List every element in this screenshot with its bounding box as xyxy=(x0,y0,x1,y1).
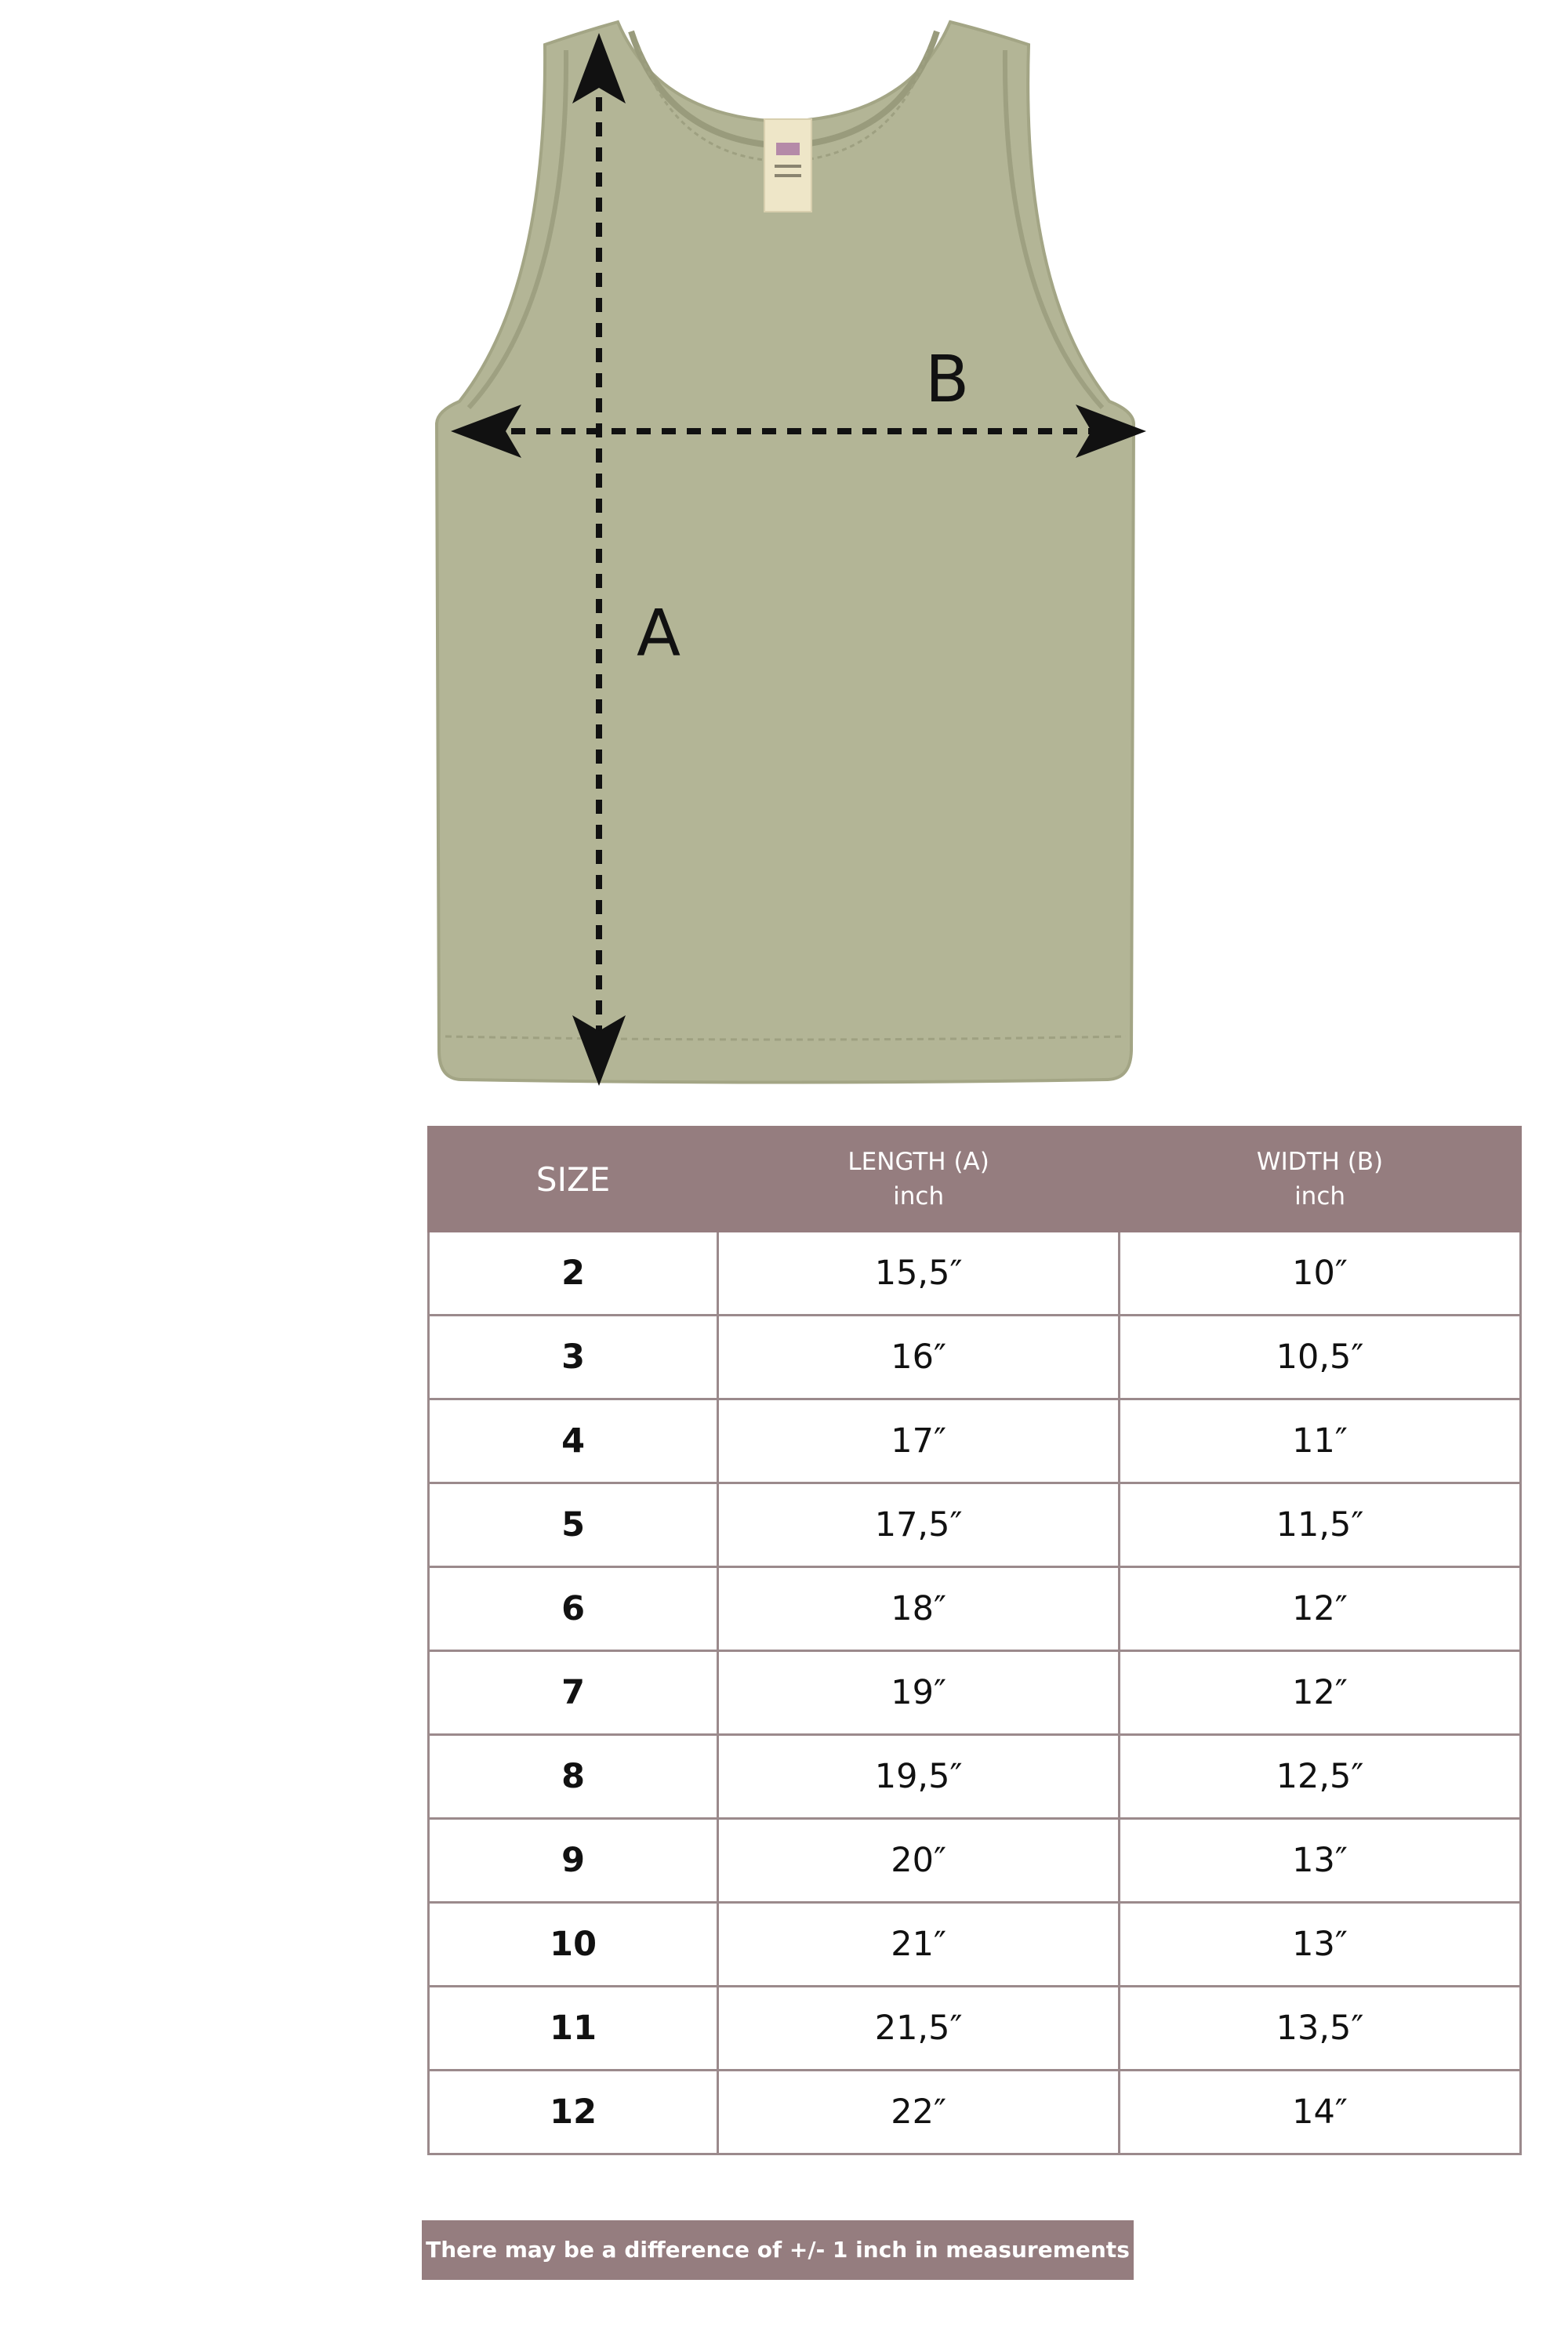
size-cell: 3 xyxy=(429,1316,718,1399)
size-chart-table xyxy=(427,1126,1522,2155)
header-width-title: WIDTH (B) xyxy=(1256,1148,1384,1176)
table-row xyxy=(429,2071,1521,2154)
header-length-unit: inch xyxy=(893,1182,945,1210)
width-cell: 13,5″ xyxy=(1120,1987,1521,2071)
width-cell: 13″ xyxy=(1120,1819,1521,1903)
table-row xyxy=(429,1903,1521,1987)
header-width-unit: inch xyxy=(1294,1182,1346,1210)
length-cell: 22″ xyxy=(718,2071,1120,2154)
length-cell: 16″ xyxy=(718,1316,1120,1399)
label-b: B xyxy=(925,343,970,417)
size-cell: 5 xyxy=(429,1483,718,1567)
table-row xyxy=(429,1819,1521,1903)
width-cell: 12,5″ xyxy=(1120,1735,1521,1819)
table-row xyxy=(429,1651,1521,1735)
table-row xyxy=(429,1483,1521,1567)
table-row xyxy=(429,1987,1521,2071)
size-cell: 9 xyxy=(429,1819,718,1903)
table-header-row xyxy=(429,1127,1521,1232)
brand-tag-logo xyxy=(776,143,800,155)
width-cell: 12″ xyxy=(1120,1651,1521,1735)
size-cell: 11 xyxy=(429,1987,718,2071)
header-length-title: LENGTH (A) xyxy=(848,1148,989,1176)
size-cell: 2 xyxy=(429,1232,718,1316)
length-cell: 18″ xyxy=(718,1567,1120,1651)
size-cell: 6 xyxy=(429,1567,718,1651)
label-a: A xyxy=(637,597,681,671)
size-cell: 7 xyxy=(429,1651,718,1735)
width-cell: 11,5″ xyxy=(1120,1483,1521,1567)
brand-tag-text xyxy=(775,174,801,177)
table-row xyxy=(429,1316,1521,1399)
length-cell: 21,5″ xyxy=(718,1987,1120,2071)
table-row xyxy=(429,1567,1521,1651)
width-cell: 12″ xyxy=(1120,1567,1521,1651)
header-size: SIZE xyxy=(429,1127,718,1232)
width-cell: 10″ xyxy=(1120,1232,1521,1316)
size-cell: 12 xyxy=(429,2071,718,2154)
width-cell: 10,5″ xyxy=(1120,1316,1521,1399)
width-cell: 13″ xyxy=(1120,1903,1521,1987)
length-cell: 19″ xyxy=(718,1651,1120,1735)
garment-figure xyxy=(0,0,1568,1098)
table-row xyxy=(429,1735,1521,1819)
length-cell: 21″ xyxy=(718,1903,1120,1987)
length-cell: 20″ xyxy=(718,1819,1120,1903)
header-width xyxy=(1120,1127,1521,1232)
width-cell: 14″ xyxy=(1120,2071,1521,2154)
length-cell: 17,5″ xyxy=(718,1483,1120,1567)
table-row xyxy=(429,1399,1521,1483)
table-row xyxy=(429,1232,1521,1316)
brand-tag-text xyxy=(775,165,801,168)
tank-top-diagram xyxy=(0,0,1568,1098)
size-cell: 10 xyxy=(429,1903,718,1987)
width-cell: 11″ xyxy=(1120,1399,1521,1483)
length-cell: 17″ xyxy=(718,1399,1120,1483)
size-cell: 8 xyxy=(429,1735,718,1819)
length-cell: 19,5″ xyxy=(718,1735,1120,1819)
measurement-note: There may be a difference of +/- 1 inch in measurements xyxy=(422,2220,1134,2280)
header-length xyxy=(718,1127,1120,1232)
size-cell: 4 xyxy=(429,1399,718,1483)
length-cell: 15,5″ xyxy=(718,1232,1120,1316)
